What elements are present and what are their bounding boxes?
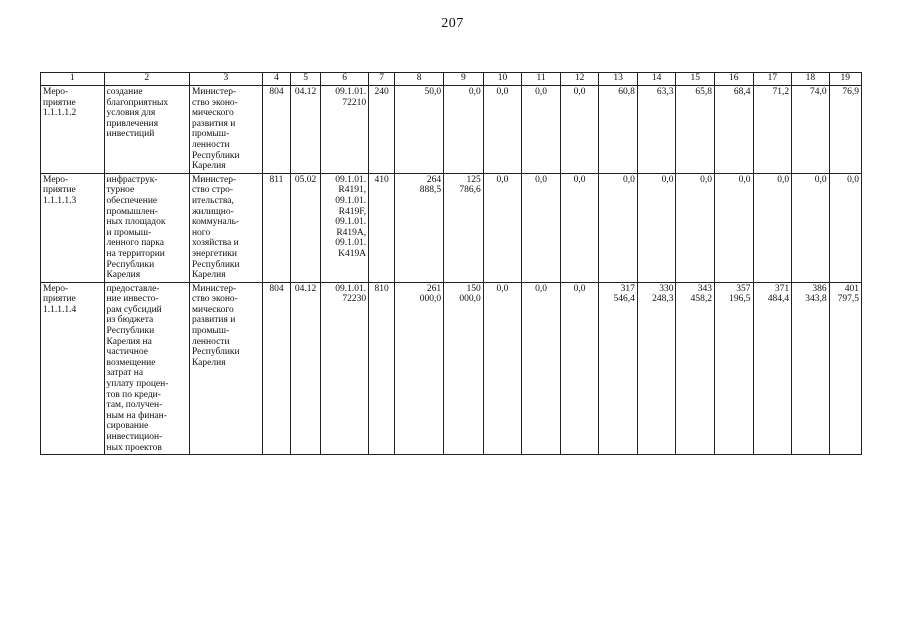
- cell-line: условия для: [106, 108, 156, 119]
- value-cell-col-8: [395, 282, 444, 455]
- cell-line: R4191,: [338, 185, 367, 196]
- value-cell-col-14: [637, 86, 676, 174]
- csr-cell: [321, 173, 369, 282]
- cell-line: обеспечение: [106, 195, 158, 206]
- column-header-8: 8: [395, 73, 444, 86]
- cell-line: 09.1.01.: [335, 283, 367, 294]
- value-cell-col-13: [599, 173, 638, 282]
- cell-line: 63,3: [656, 87, 674, 97]
- cell-line: возмещение: [106, 357, 156, 368]
- cell-line: промыш-: [191, 129, 230, 140]
- value-cell-col-13: [599, 282, 638, 455]
- cell-line: жилищно-: [191, 206, 234, 217]
- value-cell-col-15: [676, 86, 715, 174]
- cell-line: и промыш-: [106, 227, 152, 238]
- value-cell-col-18: [792, 173, 830, 282]
- budget-table: [40, 72, 862, 455]
- cell-line: 317: [620, 283, 635, 294]
- cell-line: инвестиций: [106, 129, 155, 140]
- value-cell-col-19: [829, 173, 861, 282]
- column-header-5: 5: [291, 73, 321, 86]
- cell-line: тов по креди-: [106, 389, 161, 400]
- column-header-9: 9: [444, 73, 484, 86]
- csr-cell: [321, 282, 369, 455]
- column-header-11: 11: [522, 73, 561, 86]
- cell-line: ленности: [191, 336, 230, 347]
- cell-line: промышлен-: [106, 206, 158, 217]
- column-header-14: 14: [637, 73, 676, 86]
- header-row: [41, 73, 862, 86]
- cell-line: 09.1.01.: [335, 238, 367, 249]
- cell-line: Республики: [191, 347, 240, 358]
- event-code-cell: [41, 173, 105, 282]
- rzpr-cell: 05.02: [291, 173, 321, 282]
- value-cell-col-11: 0,0: [522, 282, 561, 455]
- column-header-16: 16: [715, 73, 754, 86]
- value-cell-col-14: [637, 282, 676, 455]
- column-header-1: 1: [41, 73, 105, 86]
- event-code-cell: [41, 282, 105, 455]
- cell-line: 09.1.01.: [335, 174, 367, 185]
- cell-line: 76,9: [842, 87, 859, 97]
- value-cell-col-8: [395, 173, 444, 282]
- grbs-cell: 804: [262, 282, 290, 455]
- table-row: [41, 86, 862, 174]
- cell-line: Министер-: [191, 174, 237, 185]
- cell-line: Карелия на: [106, 336, 152, 347]
- cell-line: 786,6: [459, 185, 481, 196]
- cell-line: Республики: [191, 259, 240, 270]
- vr-cell: 810: [369, 282, 395, 455]
- cell-line: 0,0: [700, 174, 712, 185]
- cell-line: ство эконо-: [191, 97, 238, 108]
- cell-line: из бюджета: [106, 315, 154, 326]
- cell-line: ительства,: [191, 195, 234, 206]
- value-cell-col-17: [753, 282, 792, 455]
- cell-line: ство стро-: [191, 185, 234, 196]
- value-cell-col-14: [637, 173, 676, 282]
- cell-line: 0,0: [623, 174, 635, 185]
- cell-line: рам субсидий: [106, 304, 162, 315]
- cell-line: 371: [774, 283, 790, 294]
- cell-line: ленного парка: [106, 238, 164, 249]
- cell-line: 09.1.01.: [335, 217, 367, 228]
- cell-line: K419A: [338, 248, 367, 259]
- cell-line: частичное: [106, 347, 148, 358]
- cell-line: ных проектов: [106, 442, 162, 453]
- value-cell-col-16: [715, 86, 754, 174]
- cell-line: 1.1.1.1.2: [43, 108, 77, 119]
- value-cell-col-18: [792, 86, 830, 174]
- responsible-executor-cell: [189, 86, 262, 174]
- csr-cell: [321, 86, 369, 174]
- value-cell-col-15: [676, 173, 715, 282]
- cell-line: 72210: [342, 97, 367, 108]
- cell-line: 68,4: [733, 87, 751, 97]
- cell-line: предоставле-: [106, 283, 160, 294]
- cell-line: 0,0: [661, 174, 674, 185]
- cell-line: приятие: [43, 294, 76, 305]
- cell-line: затрат на: [106, 368, 144, 379]
- cell-line: привлечения: [106, 118, 159, 129]
- column-header-3: 3: [189, 73, 262, 86]
- event-description-cell: [104, 173, 189, 282]
- value-cell-col-10: 0,0: [483, 282, 522, 455]
- column-header-15: 15: [676, 73, 715, 86]
- cell-line: 343,8: [805, 294, 827, 305]
- responsible-executor-cell: [189, 282, 262, 455]
- cell-line: Карелия: [191, 357, 226, 368]
- cell-line: 000,0: [459, 294, 481, 305]
- cell-line: Республики: [106, 326, 155, 337]
- cell-line: ным на финан-: [106, 410, 167, 421]
- value-cell-col-18: [792, 282, 830, 455]
- value-cell-col-11: 0,0: [522, 86, 561, 174]
- rzpr-cell: 04.12: [291, 86, 321, 174]
- column-header-18: 18: [792, 73, 830, 86]
- cell-line: Министер-: [191, 283, 237, 294]
- cell-line: 74,0: [809, 87, 827, 97]
- cell-line: 546,4: [613, 294, 635, 305]
- value-cell-col-19: [829, 86, 861, 174]
- cell-line: 888,5: [419, 185, 442, 196]
- cell-line: 196,5: [729, 294, 751, 305]
- cell-line: 0,0: [777, 174, 790, 185]
- column-header-19: 19: [829, 73, 861, 86]
- value-cell-col-12: 0,0: [560, 86, 599, 174]
- cell-line: на территории: [106, 248, 165, 259]
- cell-line: Министер-: [191, 87, 237, 97]
- value-cell-col-10: 0,0: [483, 173, 522, 282]
- cell-line: 65,8: [695, 87, 712, 97]
- value-cell-col-10: 0,0: [483, 86, 522, 174]
- rzpr-cell: 04.12: [291, 282, 321, 455]
- cell-line: создание: [106, 87, 143, 97]
- cell-line: 261: [426, 283, 442, 294]
- cell-line: 458,2: [690, 294, 712, 305]
- value-cell-col-9: [444, 282, 484, 455]
- cell-line: 264: [426, 174, 442, 185]
- cell-line: 09.1.01.: [335, 87, 367, 97]
- cell-line: 000,0: [419, 294, 442, 305]
- vr-cell: 240: [369, 86, 395, 174]
- cell-line: инфраструк-: [106, 174, 158, 185]
- cell-line: там, получен-: [106, 400, 163, 411]
- value-cell-col-13: [599, 86, 638, 174]
- cell-line: приятие: [43, 97, 76, 108]
- value-cell-col-9: [444, 86, 484, 174]
- cell-line: промыш-: [191, 326, 230, 337]
- cell-line: Карелия: [191, 161, 226, 172]
- cell-line: 401: [844, 283, 859, 294]
- column-header-10: 10: [483, 73, 522, 86]
- table-body: [41, 86, 862, 455]
- cell-line: R419A,: [336, 227, 367, 238]
- value-cell-col-8: [395, 86, 444, 174]
- cell-line: 72230: [342, 294, 367, 305]
- cell-line: ленности: [191, 139, 230, 150]
- cell-line: Меро-: [43, 283, 69, 294]
- cell-line: 150: [466, 283, 481, 294]
- grbs-cell: 811: [262, 173, 290, 282]
- column-header-2: 2: [104, 73, 189, 86]
- cell-line: энергетики: [191, 248, 238, 259]
- cell-line: развития и: [191, 118, 236, 129]
- cell-line: развития и: [191, 315, 236, 326]
- cell-line: ного: [191, 227, 211, 238]
- cell-line: ство эконо-: [191, 294, 238, 305]
- page-number: 207: [441, 16, 464, 31]
- cell-line: 386: [812, 283, 827, 294]
- event-description-cell: [104, 282, 189, 455]
- cell-line: 1.1.1.1.4: [43, 304, 77, 315]
- column-header-4: 4: [262, 73, 290, 86]
- cell-line: Меро-: [43, 174, 69, 185]
- table-row: [41, 173, 862, 282]
- cell-line: 0,0: [847, 174, 859, 185]
- cell-line: 125: [466, 174, 481, 185]
- cell-line: ных площадок: [106, 217, 166, 228]
- grbs-cell: 804: [262, 86, 290, 174]
- cell-line: 50,0: [424, 87, 442, 97]
- cell-line: Карелия: [106, 270, 141, 281]
- column-header-7: 7: [369, 73, 395, 86]
- value-cell-col-19: [829, 282, 861, 455]
- cell-line: 484,4: [767, 294, 790, 305]
- cell-line: 343: [697, 283, 712, 294]
- cell-line: сирование: [106, 421, 149, 432]
- cell-line: 330: [659, 283, 674, 294]
- cell-line: мического: [191, 108, 234, 119]
- cell-line: R419F,: [338, 206, 367, 217]
- cell-line: 60,8: [618, 87, 635, 97]
- cell-line: 797,5: [837, 294, 859, 305]
- cell-line: 0,0: [738, 174, 751, 185]
- value-cell-col-12: 0,0: [560, 173, 599, 282]
- value-cell-col-15: [676, 282, 715, 455]
- column-header-17: 17: [753, 73, 792, 86]
- cell-line: 0,0: [814, 174, 827, 185]
- value-cell-col-11: 0,0: [522, 173, 561, 282]
- cell-line: 248,3: [652, 294, 674, 305]
- value-cell-col-17: [753, 86, 792, 174]
- table-row: [41, 282, 862, 455]
- cell-line: ние инвесто-: [106, 294, 159, 305]
- column-header-13: 13: [599, 73, 638, 86]
- cell-line: 1.1.1.1.3: [43, 195, 77, 206]
- column-header-12: 12: [560, 73, 599, 86]
- cell-line: Республики: [106, 259, 155, 270]
- column-header-6: 6: [321, 73, 369, 86]
- value-cell-col-16: [715, 282, 754, 455]
- cell-line: 0,0: [468, 87, 481, 97]
- cell-line: благоприятных: [106, 97, 169, 108]
- responsible-executor-cell: [189, 173, 262, 282]
- cell-line: уплату процен-: [106, 379, 169, 390]
- event-description-cell: [104, 86, 189, 174]
- event-code-cell: [41, 86, 105, 174]
- value-cell-col-9: [444, 173, 484, 282]
- cell-line: инвестицион-: [106, 432, 163, 442]
- cell-line: хозяйства и: [191, 238, 239, 249]
- cell-line: 357: [736, 283, 751, 294]
- value-cell-col-17: [753, 173, 792, 282]
- cell-line: коммуналь-: [191, 217, 240, 228]
- value-cell-col-12: 0,0: [560, 282, 599, 455]
- cell-line: 09.1.01.: [335, 195, 367, 206]
- vr-cell: 410: [369, 173, 395, 282]
- cell-line: 71,2: [772, 87, 790, 97]
- cell-line: Республики: [191, 150, 240, 161]
- cell-line: Карелия: [191, 270, 226, 281]
- value-cell-col-16: [715, 173, 754, 282]
- cell-line: Меро-: [43, 87, 69, 97]
- cell-line: приятие: [43, 185, 76, 196]
- cell-line: турное: [106, 185, 135, 196]
- cell-line: мического: [191, 304, 234, 315]
